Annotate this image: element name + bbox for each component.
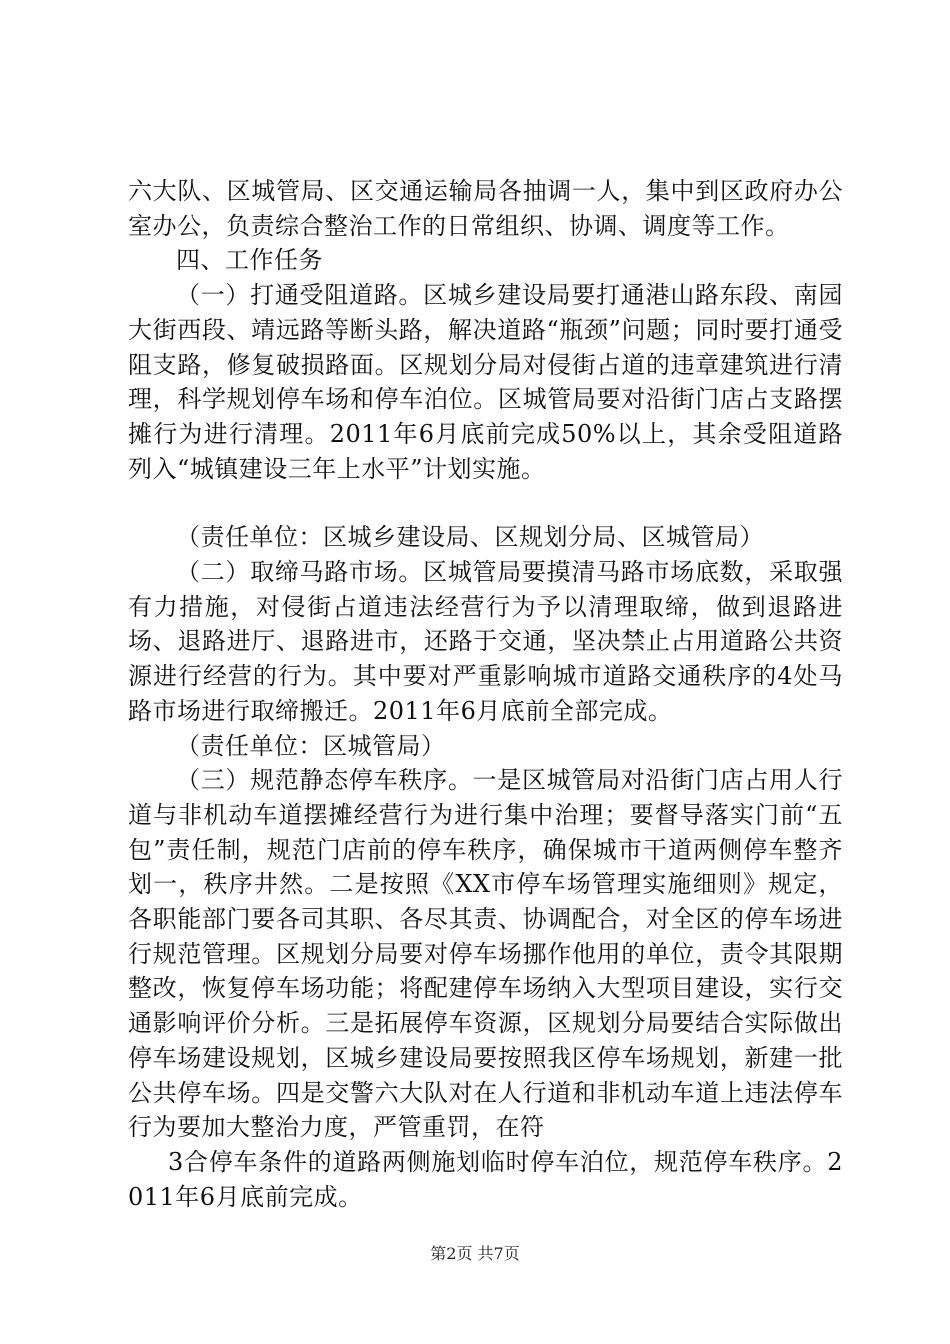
paragraph-task-1: （一）打通受阻道路。区城乡建设局要打通港山路东段、南园大街西段、靖远路等断头路，解决道路“瓶颈”问题；同时要打通受阻支路，修复破损路面。区规划分局对侵街占道的违章建筑进行清理，科学规划停车场和停车泊位。区城管局要对沿街门店占支路摆摊行为进行清理。2011年6月底前完成50%以上，其余受阻道路列入“城镇建设三年上水平”计划实施。 [128,281,843,483]
section-heading-work-tasks: 四、工作任务 [176,246,323,275]
page-footer [0,1243,950,1265]
paragraph-responsible-units-1: （责任单位：区城乡建设局、区规划分局、区城管局） [176,523,764,552]
page-number-label: 第2页 共7页 [430,1244,520,1263]
document-body [128,174,843,1214]
paragraph-continuation: 六大队、区城管局、区交通运输局各抽调一人，集中到区政府办公室办公，负责综合整治工作的日常组织、协调、调度等工作。 [128,177,843,240]
paragraph-task-3: （三）规范静态停车秩序。一是区城管局对沿街门店占用人行道与非机动车道摆摊经营行为进行集中治理；要督导落实门前“五包”责任制，规范门店前的停车秩序，确保城市干道两侧停车整齐划一，秩序井然。二是按照《XX市停车场管理实施细则》规定，各职能部门要各司其职、各尽其责、协调配合，对全区的停车场进行规范管理。区规划分局要对停车场挪作他用的单位，责令其限期整改，恢复停车场功能；将配建停车场纳入大型项目建设，实行交通影响评价分析。三是拓展停车资源，区规划分局要结合实际做出停车场建设规划，区城乡建设局要按照我区停车场规划，新建一批公共停车场。四是交警六大队对在人行道和非机动车道上违法停车行为要加大整治力度，严管重罚，在符 [128,766,843,1142]
paragraph-task-2: （二）取缔马路市场。区城管局要摸清马路市场底数，采取强有力措施，对侵街占道违法经营行为予以清理取缔，做到退路进场、退路进厅、退路进市，还路于交通，坚决禁止占用道路公共资源进行经营的行为。其中要对严重影响城市道路交通秩序的4处马路市场进行取缔搬迁。2011年6月底前全部完成。 [128,558,843,725]
paragraph-responsible-units-2: （责任单位：区城管局） [176,731,446,760]
paragraph-task-3-continuation: 3合停车条件的道路两侧施划临时停车泊位，规范停车秩序。2011年6月底前完成。 [128,1147,843,1211]
